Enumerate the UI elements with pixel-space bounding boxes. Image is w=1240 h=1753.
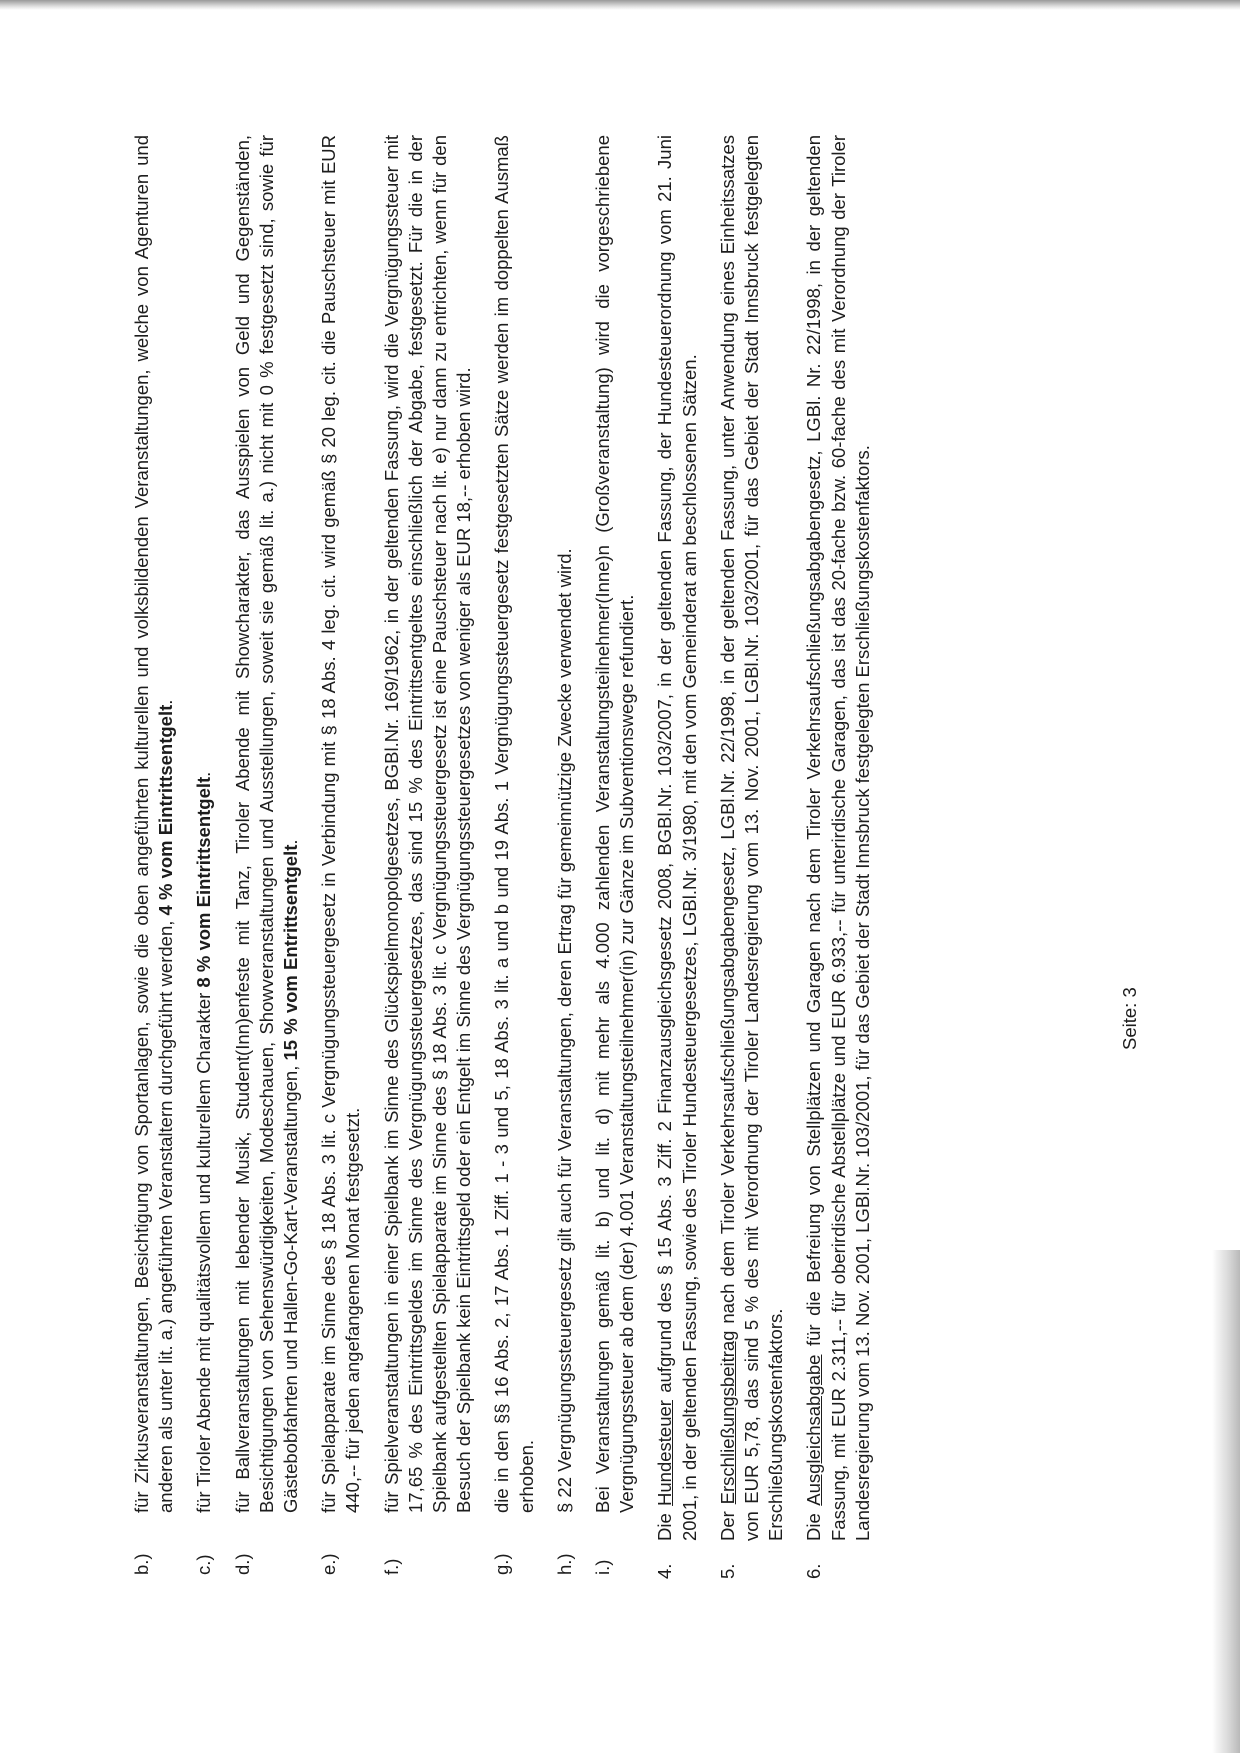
list-item-5 xyxy=(716,134,789,1579)
item-label: f.) xyxy=(380,1558,402,1575)
item-text: § 22 Vergnügungssteuergesetz gilt auch für Veranstaltungen, deren Ertrag für gemeinnützige Zwecke verwendet wird. xyxy=(553,548,575,1513)
term-underlined: Ausgleichsabgabe xyxy=(803,1354,825,1506)
list-item-e xyxy=(317,135,365,1575)
list-item-g xyxy=(490,135,538,1575)
item-label: e.) xyxy=(318,1553,340,1575)
item-text: für Spielveranstaltungen in einer Spielbank im Sinne des Glückspielmonopolgesetzes, BGBl.Nr. 169/1962, in der geltenden Fassung, wird die Vergnügungssteuer mit 17,65 % des Eintrittsgeldes im Sinne des Vergnügungssteuergesetzes, das sind 15 % des Eintrittsentgeltes einschließlich der Abgabe, festgesetzt. Für die in der Spielbank aufgestellten Spielapparate im Sinne des § 18 Abs. 3 lit. c Vergnügungssteuergesetz ist eine Pauschsteuer nach lit. e) nur dann zu entrichten, wenn für den Besuch der Spielbank kein Eintrittsgeld oder ein Entgelt im Sinne des Vergnügungssteuergesetzes von weniger als EUR 18,-- erhoben wird. xyxy=(380,135,475,1513)
list-item-d xyxy=(231,135,304,1575)
rotated-document-body xyxy=(130,134,1010,1579)
rate-bold: 15 % vom Entrittsentgelt xyxy=(280,844,302,1061)
term-underlined: Hundesteuer xyxy=(654,1400,676,1506)
term-underlined: Erschließungsbeitrag xyxy=(716,1330,738,1505)
page-number: Seite: 3 xyxy=(1119,987,1140,1050)
item-label: d.) xyxy=(231,1553,253,1575)
item-text: Die Hundesteuer aufgrund des § 15 Abs. 3 Ziff. 2 Finanzausgleichsgesetz 2008, BGBl.Nr. 103/2007, in der geltenden Fassung, der Hundesteuerordnung vom 21. Juni 2001, in der geltenden Fassung, sowie des Tiroler Hundesteuergesetzes, LGBl.Nr. 3/1980, mit den vom Gemeinderat am beschlossenen Sätzen. xyxy=(654,135,700,1541)
item-text: Die Ausgleichsabgabe für die Befreiung von Stellplätzen und Garagen nach dem Tiroler Verkehrsaufschließungsabgabengesetz, LGBl. Nr. 22/1998, in der geltenden Fassung, mit EUR 2.311,-- für oberirdische Abstellplätze und EUR 6.933,-- für unterirdische Garagen, das ist das 20-fache bzw. 60-fache des mit Verordnung der Tiroler Landesregierung vom 13. Nov. 2001, LGBl.Nr. 103/2001, für das Gebiet der Stadt Innsbruck festgelegten Erschließungskostenfaktors. xyxy=(803,135,873,1541)
list-item-i xyxy=(591,135,639,1575)
item-label: b.) xyxy=(131,1553,152,1575)
item-text: für Tiroler Abende mit qualitätsvollem und kulturellem Charakter 8 % vom Eintrittsentgelt. xyxy=(193,771,215,1513)
rate-bold: 4 % vom Eintrittsentgelt xyxy=(155,704,177,916)
item-text: für Zirkusveranstaltungen, Besichtigung von Sportanlagen, sowie die oben angeführten kulturellen und volksbildenden Veranstaltungen, welche von Agenturen und anderen als unter lit. a.) angeführten Veranstaltern durchgeführt werden, 4 % vom Eintrittsentgelt. xyxy=(131,135,177,1513)
scan-edge-top xyxy=(0,0,1240,10)
item-number: 6. xyxy=(803,1563,825,1579)
item-text: Bei Veranstaltungen gemäß lit. b) und lit. d) mit mehr als 4.000 zahlenden Veranstaltungsteilnehmer(Inne)n (Großveranstaltung) wird die vorgeschriebene Vergnügungssteuer ab dem (der) 4.001 Veranstaltungsteilnehmer(in) zur Gänze im Subventionswege refundiert. xyxy=(592,135,638,1513)
list-item-4 xyxy=(653,135,701,1579)
item-label: c.) xyxy=(193,1554,215,1575)
item-number: 5. xyxy=(716,1563,738,1579)
list-item-h xyxy=(553,135,577,1575)
list-item-b xyxy=(130,135,178,1575)
rate-bold: 8 % vom Eintrittsentgelt xyxy=(193,776,215,988)
item-number: 4. xyxy=(654,1563,676,1579)
list-item-c xyxy=(192,135,216,1575)
item-text: die in den §§ 16 Abs. 2, 17 Abs. 1 Ziff. 1 - 3 und 5, 18 Abs. 3 lit. a und b und 19 Abs. 1 Vergnügungssteuergesetz festgesetzten Sätze werden im doppelten Ausmaß erhoben. xyxy=(491,135,537,1513)
item-label: g.) xyxy=(491,1553,513,1575)
list-item-f xyxy=(380,135,477,1575)
scan-edge-right xyxy=(1212,1250,1240,1753)
item-text: für Ballveranstaltungen mit lebender Musik, Student(Inn)enfeste mit Tanz, Tiroler Abende mit Showcharakter, das Ausspielen von Geld und Gegenständen, Besichtigungen von Sehenswürdigkeiten, Modeschauen, Showveranstaltungen und Ausstellungen, soweit sie gemäß lit. a.) nicht mit 0 % festgesetzt sind, sowie für Gästebobfahrten und Hallen-Go-Kart-Veranstaltungen, 15 % vom Entrittsentgelt. xyxy=(231,135,302,1513)
item-label: h.) xyxy=(553,1553,575,1575)
item-text: für Spielapparate im Sinne des § 18 Abs. 3 lit. c Vergnügungssteuergesetz in Verbindung mit § 18 Abs. 4 leg. cit. wird gemäß § 20 leg. cit. die Pauschsteuer mit EUR 440,-- für jeden angefangenen Monat festgesetzt. xyxy=(318,135,364,1513)
list-item-6 xyxy=(802,135,875,1579)
item-label: i.) xyxy=(592,1559,614,1575)
item-text: Der Erschließungsbeitrag nach dem Tiroler Verkehrsaufschließungsabgabengesetz, LGBl.Nr. 22/1998, in der geltenden Fassung, unter Anwendung eines Einheitssatzes von EUR 5,78, das sind 5 % des mit Verordnung der Tiroler Landesregierung vom 13. Nov. 2001, LGBl.Nr. 103/2001, für das Gebiet der Stadt Innsbruck festgelegten Erschließungskostenfaktors. xyxy=(716,134,787,1541)
